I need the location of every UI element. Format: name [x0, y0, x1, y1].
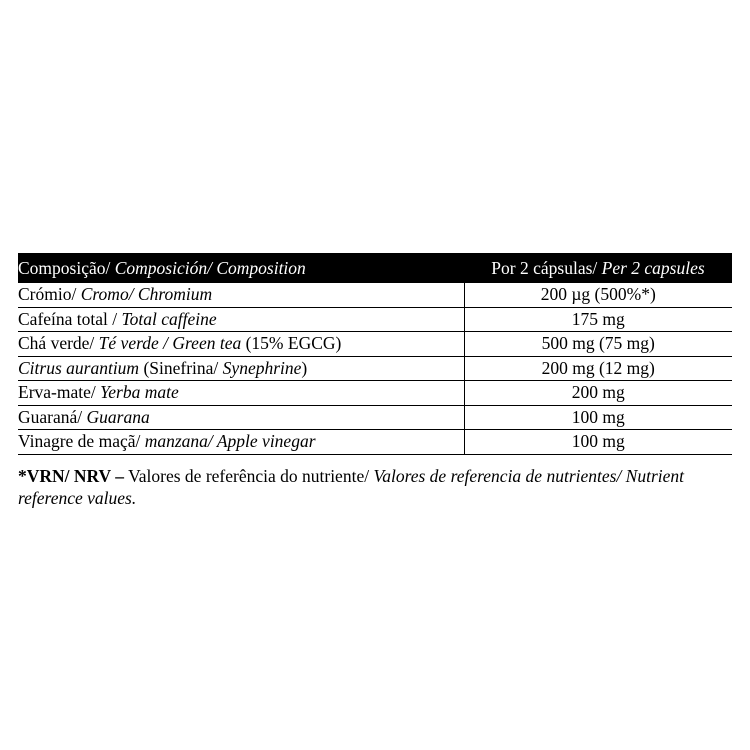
table-head — [18, 253, 732, 283]
ingredient-name-roman-tail: (Sinefrina/ — [139, 357, 223, 378]
table-row — [18, 381, 732, 406]
ingredient-name-roman: Crómio/ — [18, 284, 81, 305]
column-header-composition — [18, 253, 464, 283]
ingredient-name-roman: Cafeína total / — [18, 308, 122, 329]
ingredient-value-cell: 200 mg — [464, 381, 732, 406]
table-row — [18, 405, 732, 430]
header-dose-italic: Per 2 capsules — [601, 257, 705, 278]
table-row — [18, 356, 732, 381]
ingredient-value-cell: 200 mg (12 mg) — [464, 356, 732, 381]
table-body — [18, 283, 732, 454]
table-header-row — [18, 253, 732, 283]
table-row — [18, 430, 732, 455]
ingredient-name-roman: Vinagre de maçã/ — [18, 431, 145, 452]
ingredient-name-cell — [18, 405, 464, 430]
ingredient-value-cell: 100 mg — [464, 405, 732, 430]
footnote-roman: Valores de referência do nutriente/ — [124, 466, 374, 486]
ingredient-name-italic: Citrus aurantium — [18, 357, 140, 378]
ingredient-value-cell: 100 mg — [464, 430, 732, 455]
header-composition-roman: Composição/ — [18, 257, 115, 278]
ingredient-value-cell: 500 mg (75 mg) — [464, 332, 732, 357]
ingredient-value-cell: 175 mg — [464, 307, 732, 332]
header-dose-roman: Por 2 cápsulas/ — [491, 257, 602, 278]
ingredient-name-cell — [18, 332, 464, 357]
footnote-label: *VRN/ NRV – — [18, 466, 125, 486]
header-composition-italic: Composición/ Composition — [114, 257, 306, 278]
table-row — [18, 283, 732, 307]
footnote-nrv — [18, 465, 734, 510]
ingredient-name-cell — [18, 356, 464, 381]
ingredient-name-cell — [18, 307, 464, 332]
ingredient-name-roman-tail: (15% EGCG) — [241, 333, 342, 354]
composition-table — [18, 253, 732, 455]
ingredient-name-italic: Guarana — [86, 406, 150, 427]
ingredient-name-cell — [18, 283, 464, 307]
ingredient-name-italic: Cromo/ Chromium — [80, 284, 213, 305]
nutrition-table-container — [18, 253, 732, 455]
ingredient-name-italic: Té verde / Green tea — [98, 333, 242, 354]
ingredient-name-cell — [18, 381, 464, 406]
ingredient-name-cell — [18, 430, 464, 455]
ingredient-name-italic: Total caffeine — [121, 308, 217, 329]
ingredient-name-roman: Guaraná/ — [18, 406, 87, 427]
ingredient-name-italic: Yerba mate — [100, 382, 179, 403]
ingredient-name-italic-tail: Synephrine — [222, 357, 302, 378]
table-row — [18, 332, 732, 357]
ingredient-name-italic: manzana/ Apple vinegar — [144, 431, 316, 452]
column-header-per-2-capsules — [464, 253, 732, 283]
ingredient-name-roman-end: ) — [301, 357, 308, 378]
ingredient-value-cell: 200 µg (500%*) — [464, 283, 732, 307]
table-row — [18, 307, 732, 332]
ingredient-name-roman: Erva-mate/ — [18, 382, 101, 403]
ingredient-name-roman: Chá verde/ — [18, 333, 99, 354]
footnote-italic: Valores de referencia de nutrientes/ Nutrient reference values. — [18, 466, 685, 509]
